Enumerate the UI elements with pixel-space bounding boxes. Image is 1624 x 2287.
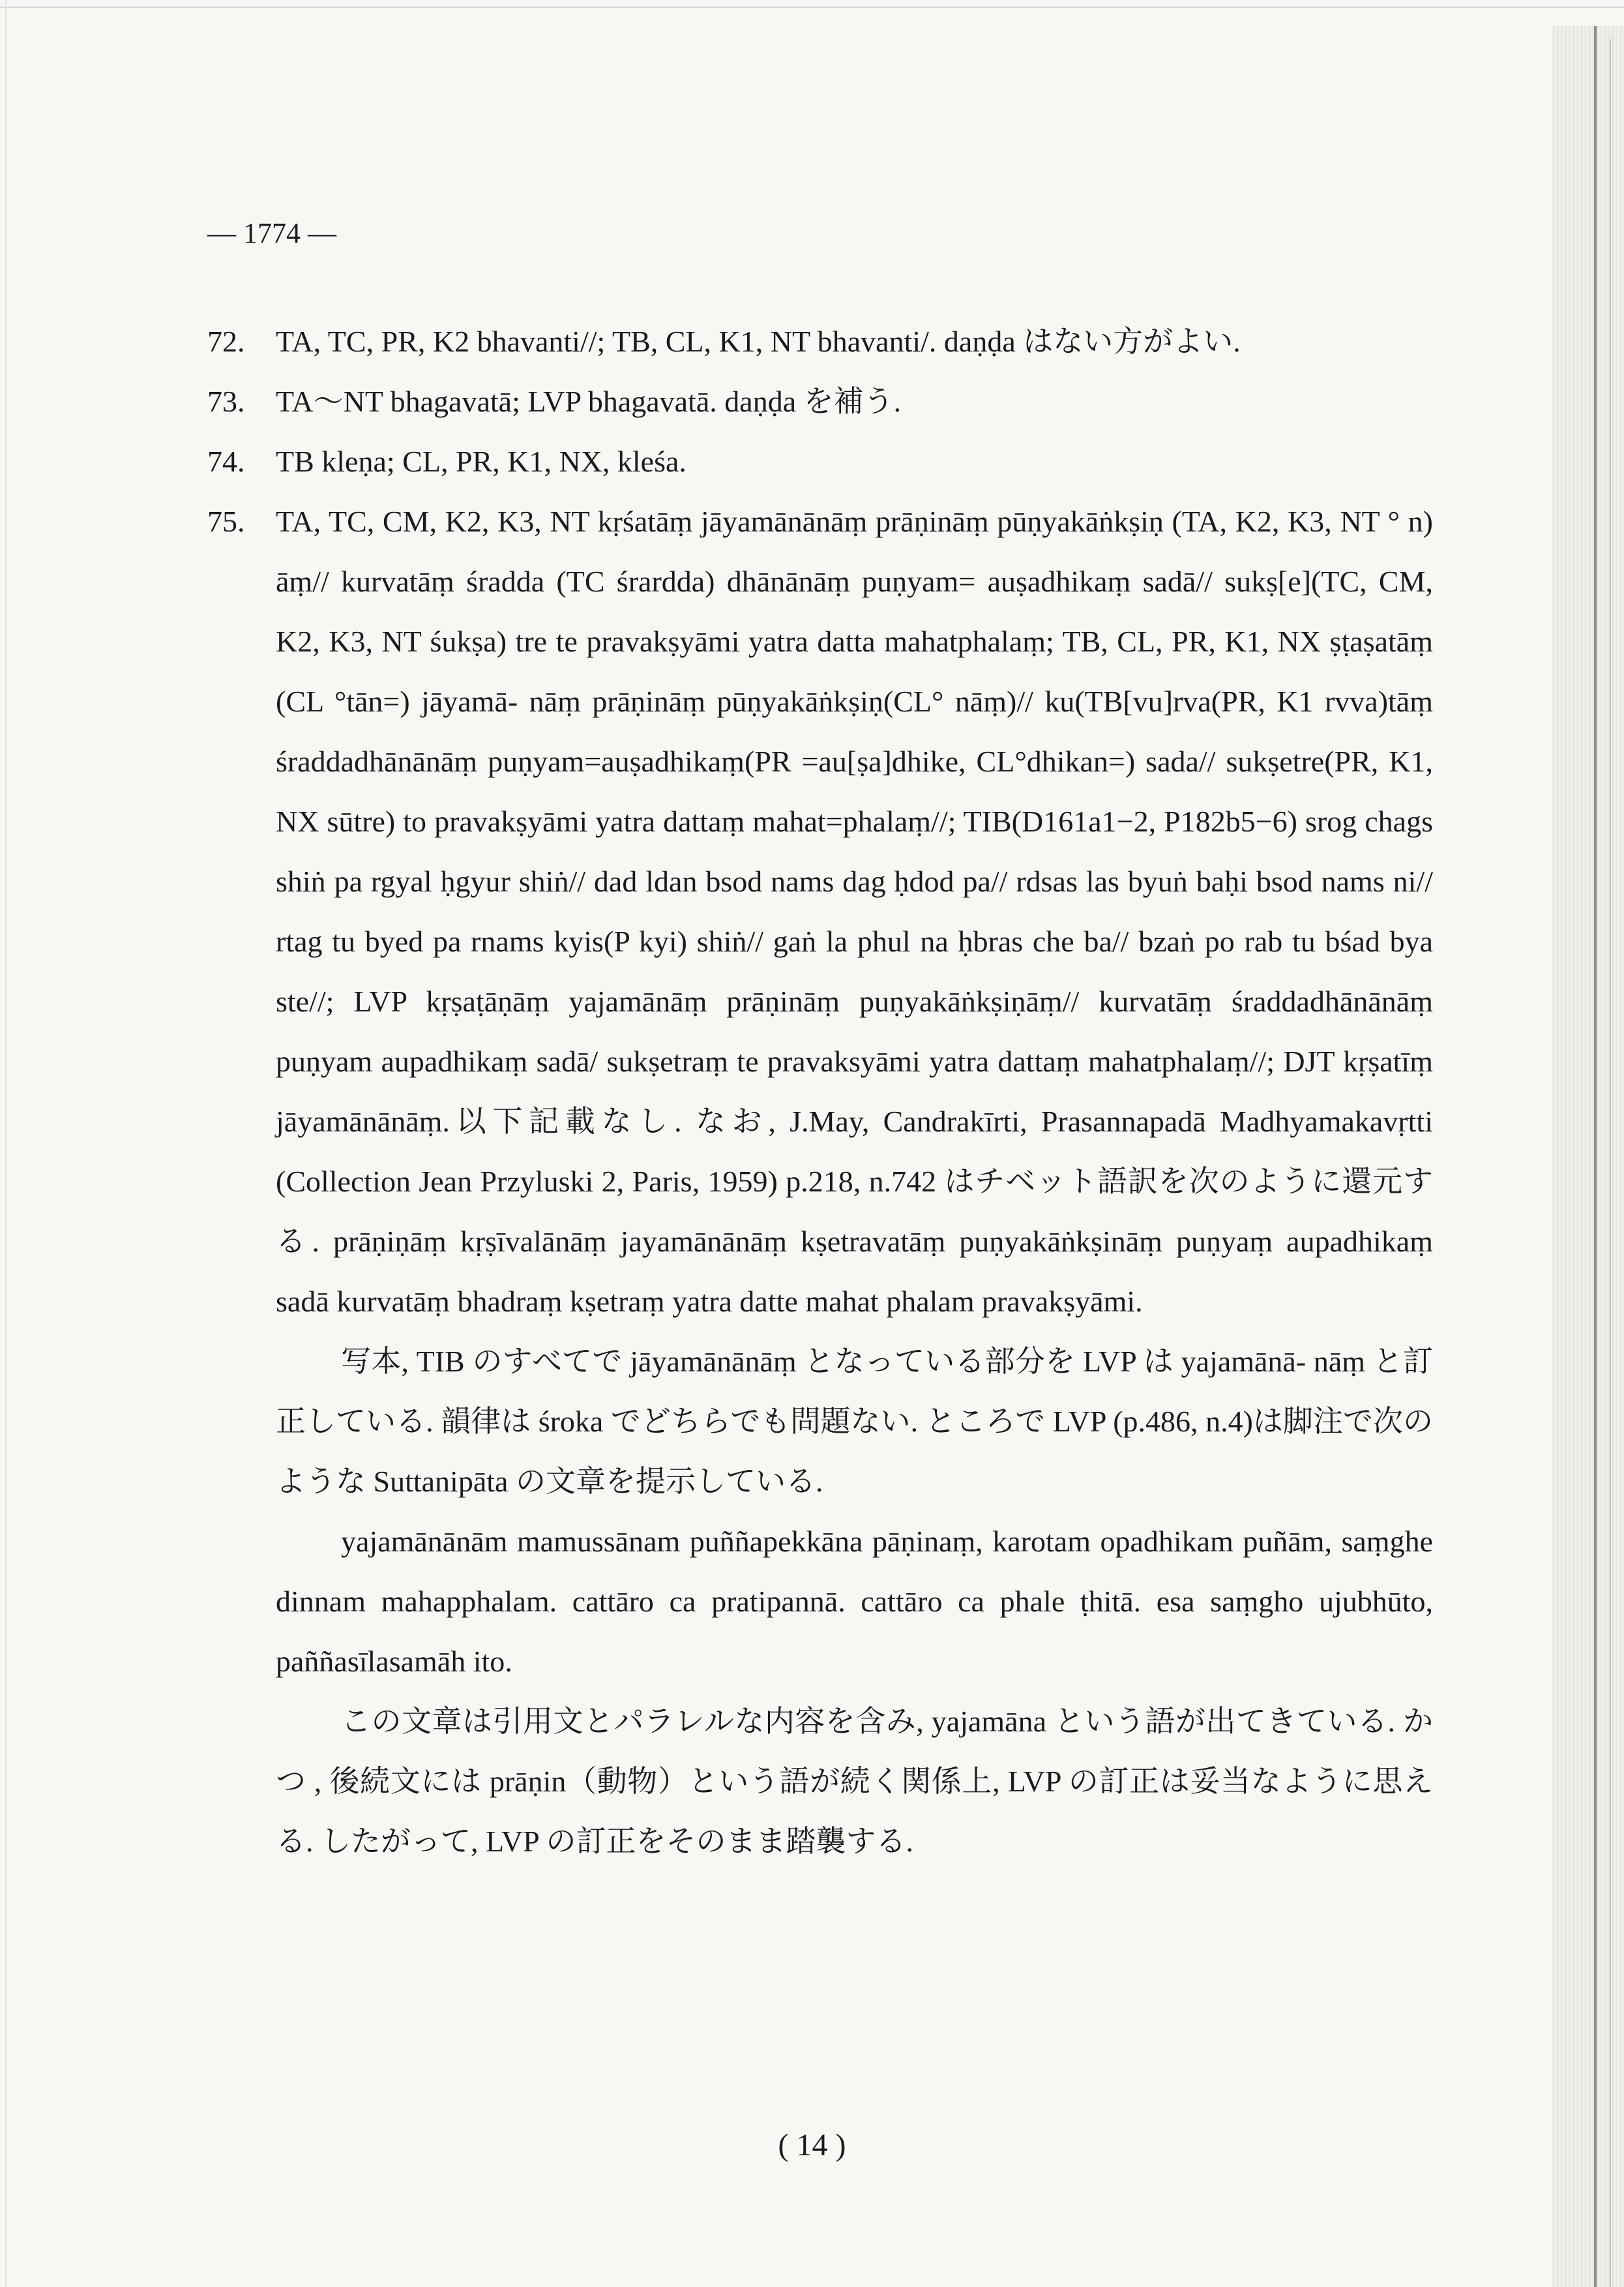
scan-top-edge: [0, 7, 1624, 8]
footnote-number: 74.: [207, 445, 245, 478]
footnote-text: TA, TC, PR, K2 bhavanti//; TB, CL, K1, NT bhavanti/. daṇḍa はない方がよい.: [276, 325, 1241, 358]
page-number-header: — 1774 —: [207, 217, 336, 249]
footnote-75: [207, 492, 1433, 1332]
scan-left-edge: [5, 0, 7, 2287]
binding-edge-secondary: [1610, 39, 1611, 2287]
footnote-text: TB kleṇa; CL, PR, K1, NX, kleśa.: [276, 445, 687, 478]
footnote-number: 73.: [207, 385, 245, 418]
binding-shadow: [1552, 26, 1624, 2287]
footnote-text: TA〜NT bhagavatā; LVP bhagavatā. daṇḍa を補う.: [276, 385, 902, 418]
commentary-paragraph-2: この文章は引用文とパラレルな内容を含み, yajamāna という語が出てきている. かつ , 後続文には prāṇin（動物）という語が続く関係上, LVP の訂正は妥当なように思える. したがって, LVP の訂正をそのまま踏襲する.: [276, 1705, 1433, 1858]
footnote-72: [207, 312, 1433, 372]
suttanipata-quotation: yajamānānām mamussānam puññapekkāna pāṇinaṃ, karotam opadhikam puñām, saṃghe dinnam mahapphalam. cattāro ca pratipannā. cattāro ca phale ṭhitā. esa saṃgho ujubhūto, paññasīlasamāh ito.: [276, 1525, 1433, 1678]
footnotes-body: [207, 312, 1433, 1872]
binding-edge: [1594, 26, 1597, 2287]
footnote-number: 72.: [207, 325, 245, 358]
footnote-text: TA, TC, CM, K2, K3, NT kṛśatāṃ jāyamānānāṃ prāṇināṃ pūṇyakāṅkṣiṇ (TA, K2, K3, NT ° n) āṃ// kurvatāṃ śradda (TC śrardda) dhānānāṃ puṇyam= auṣadhikaṃ sadā// sukṣ[e](TC, CM, K2, K3, NT śukṣa) tre te pravakṣyāmi yatra datta mahatphalaṃ; TB, CL, PR, K1, NX ṣṭaṣatāṃ (CL °tān=) jāyamā- nāṃ prāṇināṃ pūṇyakāṅkṣiṇ(CL° nāṃ)// ku(TB[vu]rva(PR, K1 rvva)tāṃ śraddadhānānāṃ puṇyam=auṣadhikaṃ(PR =au[ṣa]dhike, CL°dhikan=) sada// sukṣetre(PR, K1, NX sūtre) to pravakṣyāmi yatra dattaṃ mahat=phalaṃ//; TIB(D161a1−2, P182b5−6) srog chags shiṅ pa rgyal ḥgyur shiṅ// dad ldan bsod nams dag ḥdod pa// rdsas las byuṅ baḥi bsod nams ni// rtag tu byed pa rnams kyis(P kyi) shiṅ// gaṅ la phul na ḥbras che ba// bzaṅ po rab tu bśad bya ste//; LVP kṛṣaṭāṇāṃ yajamānāṃ prāṇināṃ puṇyakāṅkṣiṇāṃ// kurvatāṃ śraddadhānānāṃ puṇyam aupadhikaṃ sadā/ sukṣetraṃ te pravaksyāmi yatra dattaṃ mahatphalaṃ//; DJT kṛṣatīṃ jāyamānānāṃ.以下記載なし. なお, J.May, Candrakīrti, Prasannapadā Madhyamakavṛtti (Collection Jean Przyluski 2, Paris, 1959) p.218, n.742 はチベット語訳を次のように還元する. prāṇiṇāṃ kṛṣīvalānāṃ jayamānānāṃ kṣetravatāṃ puṇyakāṅkṣināṃ puṇyaṃ aupadhikaṃ sadā kurvatāṃ bhadraṃ kṣetraṃ yatra datte mahat phalam pravakṣyāmi.: [276, 505, 1433, 1318]
footnote-74: [207, 432, 1433, 492]
footnote-number: 75.: [207, 505, 245, 538]
page-number-footer: ( 14 ): [778, 2128, 846, 2162]
footnote-73: [207, 372, 1433, 432]
commentary-paragraph-1: 写本, TIB のすべてで jāyamānānāṃ となっている部分を LVP は yajamānā- nāṃ と訂正している. 韻律は śroka でどちらでも問題ない. ところで LVP (p.486, n.4)は脚注で次のような Suttanipāta の文章を提示している.: [276, 1345, 1433, 1498]
